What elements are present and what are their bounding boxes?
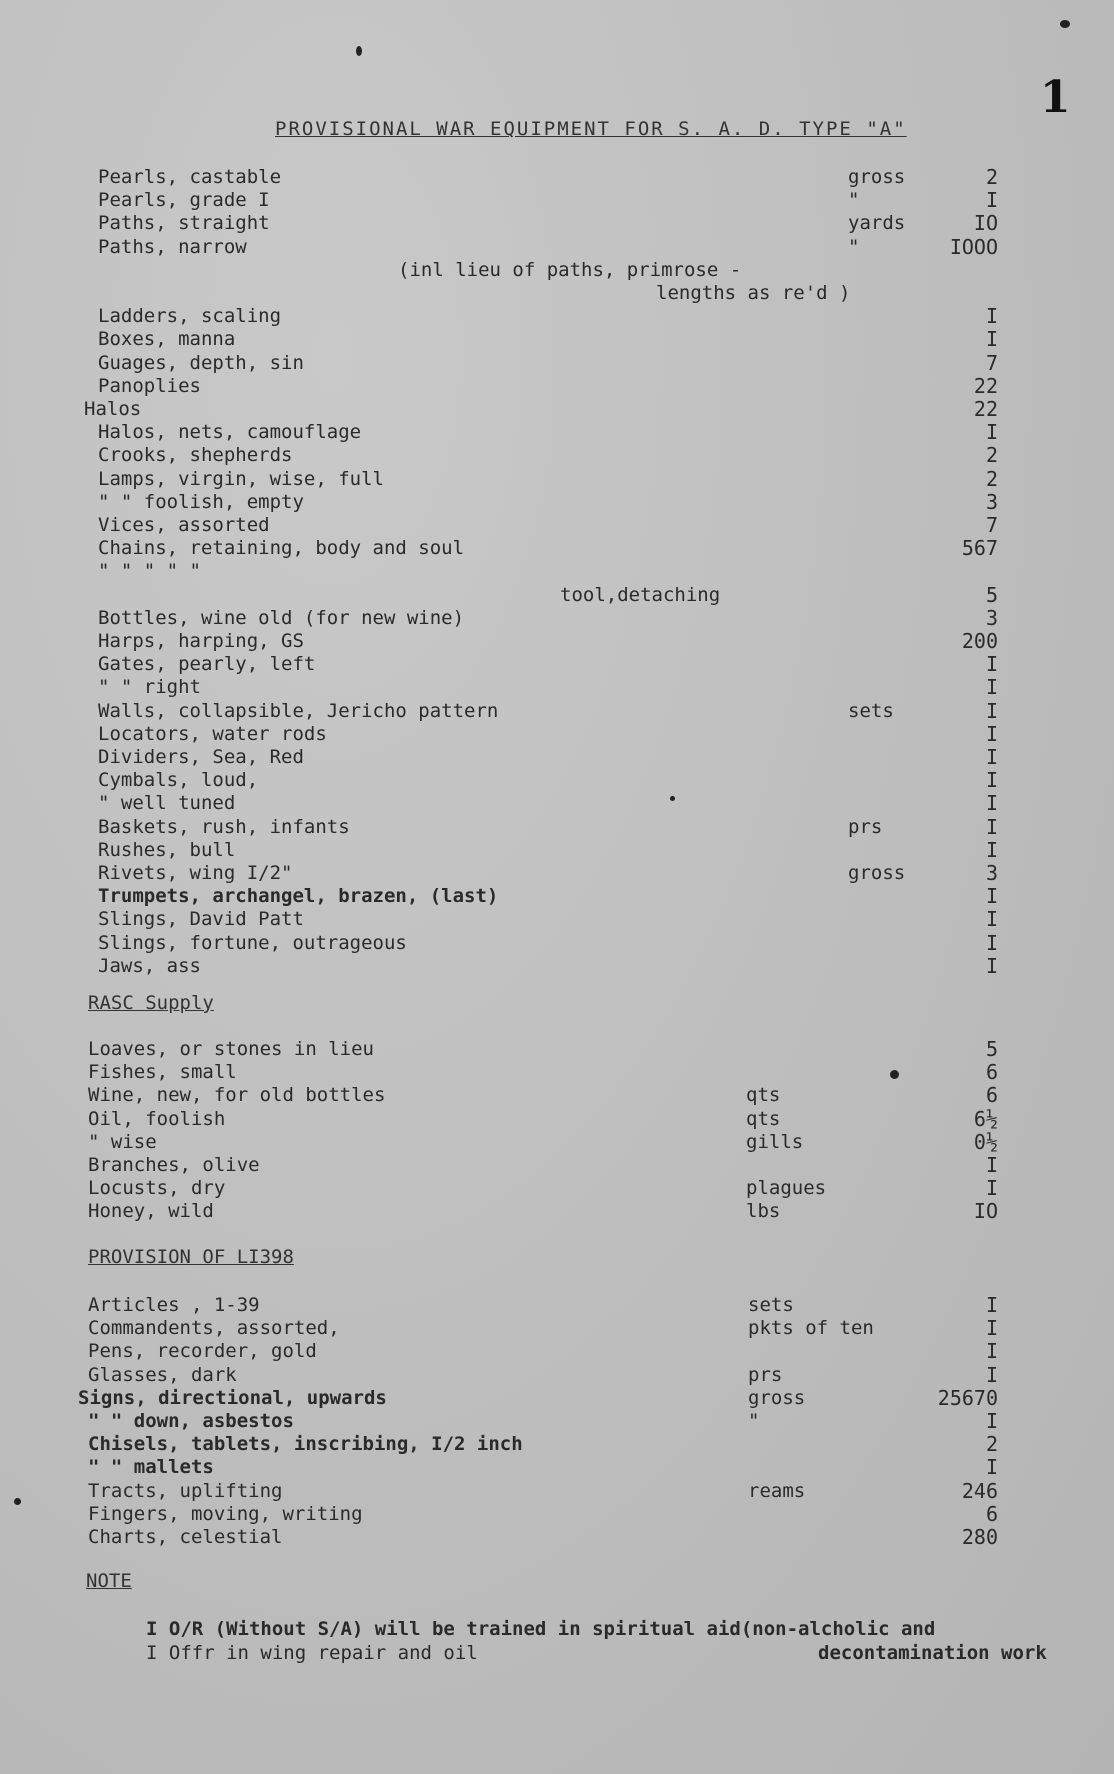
item-name: Chisels, tablets, inscribing, I/2 inch: [88, 1433, 523, 1456]
item-quantity: 6½: [973, 1106, 998, 1131]
item-quantity: 7: [985, 350, 998, 375]
item-name: Baskets, rush, infants: [98, 815, 350, 838]
item-name: Guages, depth, sin: [98, 351, 304, 374]
item-quantity: I: [985, 1153, 998, 1177]
item-name: " " " " ": [98, 560, 201, 583]
item-name: " " right: [98, 676, 201, 699]
item-name: Pens, recorder, gold: [88, 1340, 317, 1363]
item-quantity: IOOO: [949, 234, 998, 259]
item-quantity: 7: [985, 513, 998, 537]
item-quantity: 25670: [937, 1385, 998, 1410]
note-line: I Offr in wing repair and oil: [146, 1642, 478, 1664]
item-quantity: I: [985, 837, 998, 862]
item-name: Cymbals, loud,: [98, 769, 259, 792]
item-quantity: 22: [973, 397, 998, 421]
item-quantity: 5: [985, 1037, 998, 1061]
item-unit: yards: [848, 212, 906, 235]
item-unit: gills: [746, 1130, 804, 1153]
item-quantity: I: [985, 1339, 998, 1364]
item-name: Branches, olive: [88, 1154, 260, 1176]
item-name: Rushes, bull: [98, 838, 236, 861]
ink-speck: [14, 1498, 21, 1505]
item-quantity: I: [985, 327, 998, 352]
ink-speck: [356, 46, 362, 56]
item-quantity: I: [985, 745, 998, 769]
item-quantity: 6: [985, 1083, 998, 1108]
ink-speck: [1060, 20, 1070, 28]
item-name: Crooks, shepherds: [98, 444, 293, 467]
item-name: Locusts, dry: [88, 1177, 226, 1200]
item-name: Locators, water rods: [98, 722, 327, 745]
item-unit: prs: [848, 815, 883, 838]
item-quantity: 2: [985, 466, 998, 491]
item-quantity: I: [985, 907, 998, 932]
provision-heading: PROVISION OF LI398: [88, 1246, 294, 1268]
item-quantity: I: [985, 1176, 998, 1201]
item-name: Signs, directional, upwards: [78, 1386, 387, 1409]
item-quantity: 2: [985, 1432, 998, 1457]
item-quantity: I: [985, 1455, 998, 1480]
item-name: Gates, pearly, left: [98, 653, 316, 676]
item-quantity: 5: [985, 582, 998, 607]
item-name: Halos: [84, 398, 142, 420]
item-name: Pearls, castable: [98, 166, 282, 188]
item-name: Loaves, or stones in lieu: [88, 1038, 374, 1060]
item-name: (inl lieu of paths, primrose -: [398, 258, 742, 281]
item-quantity: 2: [985, 443, 998, 468]
item-unit: gross: [848, 166, 906, 188]
item-name: " well tuned: [98, 792, 236, 815]
item-quantity: 2: [985, 165, 998, 189]
item-name: Glasses, dark: [88, 1363, 237, 1386]
item-unit: pkts of ten: [748, 1317, 874, 1340]
item-name: Slings, fortune, outrageous: [98, 931, 407, 954]
item-quantity: 280: [961, 1525, 998, 1549]
item-unit: prs: [748, 1363, 783, 1386]
item-quantity: I: [985, 652, 998, 677]
item-quantity: I: [985, 721, 998, 746]
item-quantity: I: [985, 791, 998, 816]
item-unit: ": [848, 189, 860, 212]
item-quantity: 246: [961, 1478, 998, 1503]
item-name: Fishes, small: [88, 1061, 237, 1084]
item-quantity: 6: [985, 1060, 998, 1085]
item-quantity: I: [985, 675, 998, 700]
item-name: Charts, celestial: [88, 1526, 283, 1548]
item-unit: ": [848, 235, 860, 258]
item-quantity: I: [985, 1316, 998, 1341]
item-quantity: 3: [985, 489, 998, 514]
item-unit: ": [748, 1410, 760, 1432]
item-quantity: 0½: [973, 1129, 998, 1154]
document-title: PROVISIONAL WAR EQUIPMENT FOR S. A. D. TYPE "A": [275, 118, 907, 140]
item-name: Boxes, manna: [98, 328, 236, 351]
item-unit: plagues: [746, 1177, 827, 1200]
item-name: Bottles, wine old (for new wine): [98, 606, 465, 629]
item-name: Paths, straight: [98, 212, 270, 235]
item-name: Pearls, grade I: [98, 189, 270, 212]
note-line: I O/R (Without S/A) will be trained in spiritual aid(non-alcholic and: [146, 1618, 936, 1640]
item-name: " wise: [88, 1130, 157, 1153]
item-quantity: 3: [985, 861, 998, 885]
item-quantity: IO: [973, 211, 998, 236]
item-name: lengths as re'd ): [656, 282, 851, 304]
item-name: Honey, wild: [88, 1200, 214, 1223]
item-quantity: I: [985, 930, 998, 955]
item-quantity: 567: [961, 536, 998, 561]
item-name: Dividers, Sea, Red: [98, 746, 304, 768]
item-quantity: 3: [985, 605, 998, 630]
item-name: Vices, assorted: [98, 514, 270, 536]
item-quantity: 6: [985, 1501, 998, 1526]
item-name: Halos, nets, camouflage: [98, 421, 362, 444]
item-name: Tracts, uplifting: [88, 1479, 283, 1502]
item-name: Wine, new, for old bottles: [88, 1084, 386, 1107]
item-unit: qts: [746, 1107, 781, 1130]
item-name: Oil, foolish: [88, 1107, 226, 1130]
item-quantity: 200: [961, 629, 998, 653]
note-line: decontamination work: [818, 1642, 1047, 1664]
item-quantity: I: [985, 814, 998, 839]
item-name: Ladders, scaling: [98, 305, 282, 328]
page-number: 1: [1040, 72, 1071, 123]
item-unit: sets: [748, 1294, 794, 1316]
item-quantity: I: [985, 1362, 998, 1387]
item-name: Paths, narrow: [98, 235, 247, 258]
ink-speck: [890, 1070, 899, 1079]
item-name: " " down, asbestos: [88, 1410, 294, 1432]
note-heading: NOTE: [86, 1570, 132, 1592]
item-name: tool,detaching: [560, 583, 721, 606]
item-unit: qts: [746, 1084, 781, 1107]
item-unit: sets: [848, 699, 894, 722]
item-quantity: I: [985, 768, 998, 793]
item-quantity: I: [985, 304, 998, 329]
item-name: Articles , 1-39: [88, 1294, 260, 1316]
item-quantity: I: [985, 1293, 998, 1317]
item-quantity: IO: [973, 1199, 998, 1224]
item-unit: gross: [748, 1386, 806, 1409]
item-name: Rivets, wing I/2": [98, 862, 293, 884]
item-quantity: I: [985, 953, 998, 978]
item-name: " " mallets: [88, 1456, 214, 1479]
item-quantity: I: [985, 420, 998, 445]
item-unit: gross: [848, 862, 906, 884]
item-unit: lbs: [746, 1200, 781, 1223]
item-quantity: I: [985, 698, 998, 723]
item-name: Harps, harping, GS: [98, 630, 304, 652]
item-name: Chains, retaining, body and soul: [98, 537, 465, 560]
item-name: Lamps, virgin, wise, full: [98, 467, 384, 490]
item-name: Trumpets, archangel, brazen, (last): [98, 885, 499, 908]
item-quantity: 22: [973, 373, 998, 398]
item-name: " " foolish, empty: [98, 490, 304, 513]
item-name: Fingers, moving, writing: [88, 1502, 363, 1525]
item-quantity: I: [985, 1409, 998, 1433]
item-quantity: I: [985, 188, 998, 213]
item-quantity: I: [985, 884, 998, 909]
item-name: Commandents, assorted,: [88, 1317, 340, 1340]
item-unit: reams: [748, 1479, 806, 1502]
ink-speck: [670, 796, 675, 801]
item-name: Panoplies: [98, 374, 201, 397]
item-name: Slings, David Patt: [98, 908, 304, 931]
item-name: Jaws, ass: [98, 954, 201, 977]
rasc-heading: RASC Supply: [88, 992, 214, 1014]
item-name: Walls, collapsible, Jericho pattern: [98, 699, 499, 722]
